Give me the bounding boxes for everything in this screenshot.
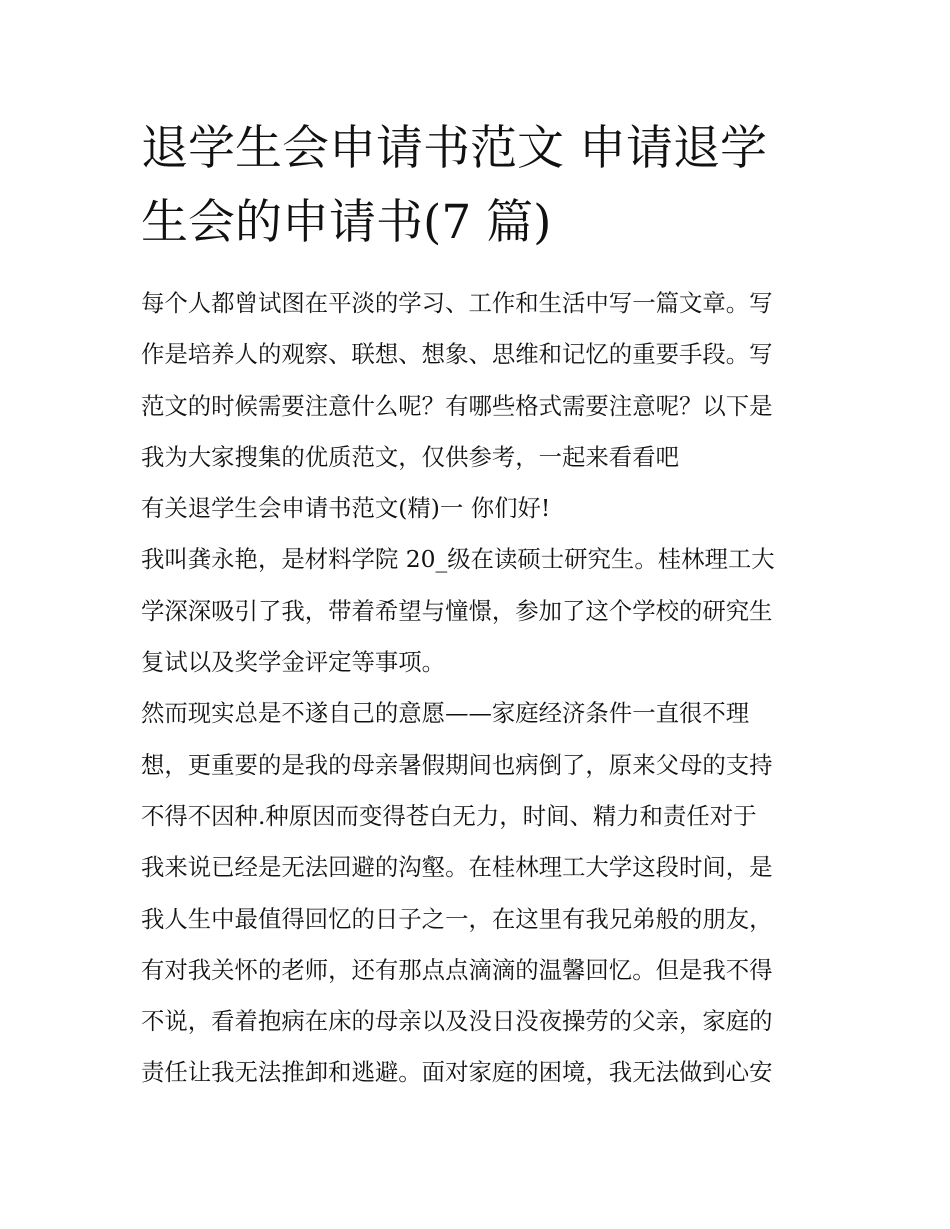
title-line-1: 退学生会申请书范文 申请退学 xyxy=(141,121,767,176)
document-title xyxy=(141,112,821,260)
body-line: 有对我关怀的老师，还有那点点滴滴的温馨回忆。但是我不得 xyxy=(141,955,773,984)
title-line-2: 生会的申请书(7 篇) xyxy=(141,195,552,250)
body-line: 作是培养人的观察、联想、想象、思维和记忆的重要手段。写 xyxy=(141,340,773,369)
body-line: 责任让我无法推卸和逃避。面对家庭的困境，我无法做到心安 xyxy=(141,1058,773,1087)
body-line: 然而现实总是不遂自己的意愿——家庭经济条件一直很不理 xyxy=(141,699,750,728)
body-line: 我人生中最值得回忆的日子之一，在这里有我兄弟般的朋友， xyxy=(141,904,773,933)
body-line: 我叫龚永艳，是材料学院 20_级在读硕士研究生。桂林理工大 xyxy=(141,545,775,574)
body-line: 学深深吸引了我，带着希望与憧憬，参加了这个学校的研究生 xyxy=(141,596,773,625)
body-line: 有关退学生会申请书范文(精)一 你们好! xyxy=(141,494,551,523)
document-body xyxy=(141,278,821,1099)
body-line: 范文的时候需要注意什么呢？有哪些格式需要注意呢？以下是 xyxy=(141,391,773,420)
body-line: 复试以及奖学金评定等事项。 xyxy=(141,648,446,677)
body-line: 每个人都曾试图在平淡的学习、工作和生活中写一篇文章。写 xyxy=(141,289,773,317)
body-line: 我来说已经是无法回避的沟壑。在桂林理工大学这段时间，是 xyxy=(141,853,773,882)
body-line: 不说，看着抱病在床的母亲以及没日没夜操劳的父亲，家庭的 xyxy=(141,1007,773,1036)
body-line: 不得不因种.种原因而变得苍白无力，时间、精力和责任对于 xyxy=(141,801,757,830)
body-line: 我为大家搜集的优质范文，仅供参考，一起来看看吧 xyxy=(141,442,679,471)
body-line: 想，更重要的是我的母亲暑假期间也病倒了，原来父母的支持 xyxy=(141,750,773,779)
